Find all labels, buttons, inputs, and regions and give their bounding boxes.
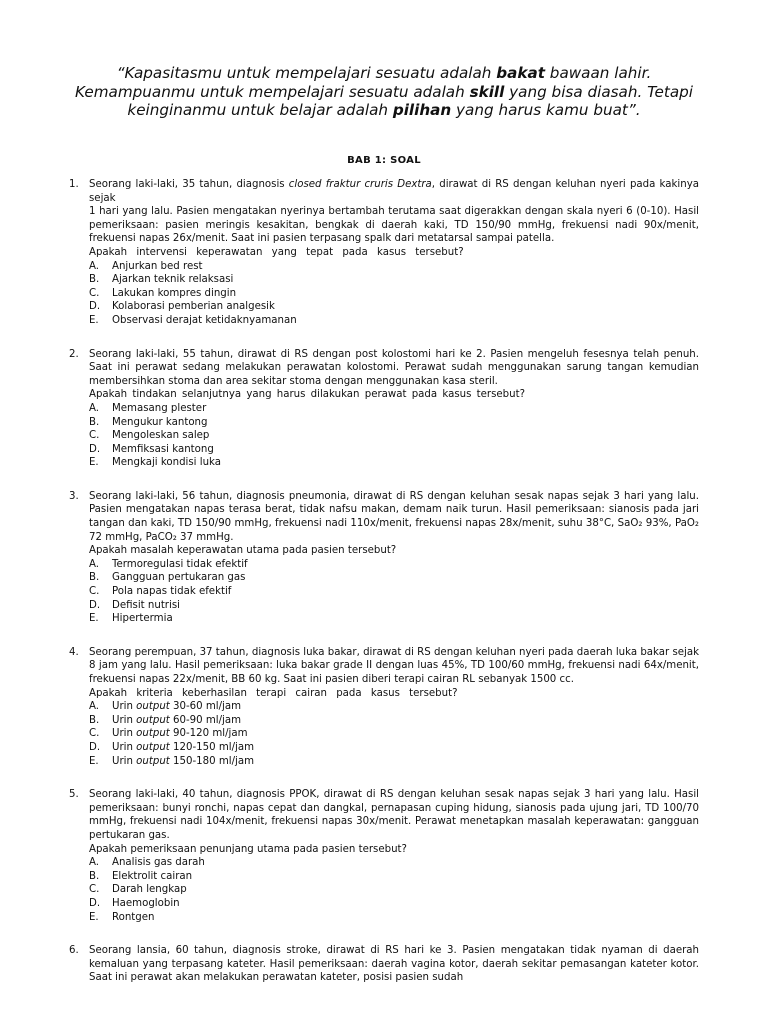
option-letter: C. (89, 728, 100, 740)
stem-italic: closed fraktur cruris Dextra (288, 179, 432, 190)
option-a[interactable] (89, 402, 699, 416)
option-text: 90-120 ml/jam (169, 728, 248, 740)
quote-text: yang harus kamu buat”. (451, 101, 641, 119)
question-number: 3. (69, 490, 79, 502)
option-letter: D. (89, 301, 101, 313)
option-e[interactable] (89, 911, 699, 925)
quote-text: bawaan lahir. Kemampuanmu untuk mempelajari sesuatu adalah (75, 64, 652, 101)
option-letter: E. (89, 613, 99, 625)
option-text: Darah lengkap (112, 884, 187, 896)
option-text: Urin (112, 701, 137, 713)
question-stem: Seorang laki-laki, 40 tahun, diagnosis PPOK, dirawat di RS dengan keluhan sesak napas sejak 3 hari yang lalu. Hasil pemeriksaan: bunyi ronchi, napas cepat dan dangkal, pernapasan cuping hidung, sianosis pada ujung jari, TD 100/70 mmHg, frekuensi nadi 104x/menit, frekuensi napas 30x/menit. Perawat menetapkan masalah keperawatan: gangguan pertukaran gas. (89, 789, 699, 841)
question-stem: Seorang laki-laki, 56 tahun, diagnosis pneumonia, dirawat di RS dengan keluhan sesak napas sejak 3 hari yang lalu. Pasien mengatakan napas terasa berat, tidak nafsu makan, demam naik turun. Hasil pemeriksaan: sianosis pada jari tangan dan kaki, TD 150/90 mmHg, frekuensi nadi 110x/menit, frekuensi napas 28x/menit, suhu 38°C, SaO₂ 93%, PaO₂ 72 mmHg, PaCO₂ 37 mmHg. (89, 490, 699, 543)
stem-line (89, 178, 699, 205)
answer-options (89, 260, 699, 328)
quote-emphasis-bakat: bakat (496, 64, 545, 82)
option-text: Memfiksasi kantong (112, 443, 214, 455)
question-stem: Seorang lansia, 60 tahun, diagnosis stroke, dirawat di RS hari ke 3. Pasien mengatakan tidak nyaman di daerah kemaluan yang terpasang kateter. Hasil pemeriksaan: daerah vagina kotor, daerah sekitar pemasangan kateter kotor. Saat ini perawat akan melakukan perawatan kateter, posisi pasien sudah (89, 945, 699, 984)
option-text: Lakukan kompres dingin (112, 287, 237, 299)
option-e[interactable] (89, 755, 699, 769)
question-number: 5. (69, 789, 79, 801)
option-letter: A. (89, 558, 100, 570)
option-a[interactable] (89, 558, 699, 572)
option-text: Mengkaji kondisi luka (112, 457, 221, 469)
option-letter: B. (89, 416, 100, 428)
option-text: Mengukur kantong (112, 416, 208, 428)
option-c[interactable] (89, 883, 699, 897)
option-a[interactable] (89, 260, 699, 274)
option-b[interactable] (89, 416, 699, 430)
option-letter: C. (89, 884, 100, 896)
quote-emphasis-skill: skill (469, 82, 505, 101)
option-letter: E. (89, 457, 99, 469)
option-letter: A. (89, 701, 100, 713)
option-text: 150-180 ml/jam (169, 755, 255, 767)
option-text: Urin (112, 728, 137, 740)
option-letter: E. (89, 755, 99, 767)
question-2 (69, 348, 699, 470)
question-4 (69, 646, 699, 768)
option-b[interactable] (89, 870, 699, 884)
option-letter: D. (89, 741, 101, 753)
option-letter: A. (89, 857, 100, 869)
option-text: 30-60 ml/jam (169, 701, 242, 713)
option-text: Urin (112, 741, 137, 753)
option-b[interactable] (89, 571, 699, 585)
quote-text: yang bisa diasah. Tetapi keinginanmu untuk belajar adalah (127, 82, 693, 119)
option-italic: output (136, 701, 170, 713)
question-prompt: Apakah pemeriksaan penunjang utama pada pasien tersebut? (89, 843, 407, 855)
question-stem (89, 178, 699, 246)
question-5 (69, 788, 699, 924)
option-text: Pola napas tidak efektif (112, 586, 232, 598)
option-d[interactable] (89, 897, 699, 911)
question-prompt: Apakah kriteria keberhasilan terapi cairan pada kasus tersebut? (89, 687, 458, 699)
option-italic: output (136, 714, 170, 726)
option-d[interactable] (89, 443, 699, 457)
chapter-heading: BAB 1: SOAL (347, 155, 421, 166)
question-1 (69, 178, 699, 328)
option-text: Observasi derajat ketidaknyamanan (112, 314, 297, 326)
option-b[interactable] (89, 273, 699, 287)
option-letter: B. (89, 870, 100, 882)
question-list (69, 178, 699, 1005)
option-text: 60-90 ml/jam (169, 714, 242, 726)
option-text: Ajarkan teknik relaksasi (112, 274, 234, 286)
option-letter: C. (89, 586, 100, 598)
option-text: Urin (112, 755, 137, 767)
question-number: 4. (69, 646, 79, 658)
answer-options (89, 856, 699, 924)
option-text: Analisis gas darah (112, 857, 205, 869)
option-a[interactable] (89, 856, 699, 870)
question-stem: Seorang perempuan, 37 tahun, diagnosis luka bakar, dirawat di RS dengan keluhan nyeri pada daerah luka bakar sejak 8 jam yang lalu. Hasil pemeriksaan: luka bakar grade II dengan luas 45%, TD 100/60 mmHg, frekuensi nadi 64x/menit, frekuensi napas 22x/menit, BB 60 kg. Saat ini pasien diberi terapi cairan RL sebanyak 1500 cc. (89, 646, 699, 685)
answer-options (89, 558, 699, 626)
option-letter: E. (89, 314, 99, 326)
option-c[interactable] (89, 585, 699, 599)
stem-text: 1 hari yang lalu. Pasien mengatakan nyerinya bertambah terutama saat digerakkan dengan skala nyeri 6 (0-10). Hasil pemeriksaan: pasien meringis kesakitan, bengkak di daerah kaki, TD 150/90 mmHg, frekuensi nadi 90x/menit, frekuensi napas 26x/menit. Saat ini pasien terpasang spalk dari metatarsal sampai patella. (89, 206, 699, 245)
stem-text: , dirawat di RS dengan keluhan nyeri pada kakinya sejak (89, 179, 699, 204)
option-c[interactable] (89, 727, 699, 741)
option-d[interactable] (89, 300, 699, 314)
question-prompt: Apakah intervensi keperawatan yang tepat pada kasus tersebut? (89, 246, 464, 258)
option-c[interactable] (89, 429, 699, 443)
option-letter: B. (89, 714, 100, 726)
question-prompt: Apakah tindakan selanjutnya yang harus dilakukan perawat pada kasus tersebut? (89, 389, 525, 401)
stem-text: Seorang laki-laki, 35 tahun, diagnosis (89, 179, 289, 190)
question-3 (69, 490, 699, 626)
option-a[interactable] (89, 700, 699, 714)
option-e[interactable] (89, 314, 699, 328)
answer-options (89, 402, 699, 470)
option-letter: D. (89, 897, 101, 909)
option-letter: A. (89, 260, 100, 272)
option-letter: B. (89, 274, 100, 286)
option-e[interactable] (89, 612, 699, 626)
option-d[interactable] (89, 741, 699, 755)
option-e[interactable] (89, 456, 699, 470)
option-letter: D. (89, 443, 101, 455)
option-italic: output (136, 755, 170, 767)
answer-options (89, 700, 699, 768)
option-letter: B. (89, 572, 100, 584)
option-italic: output (136, 728, 170, 740)
quote-emphasis-pilihan: pilihan (392, 101, 452, 119)
option-letter: C. (89, 430, 100, 442)
option-text: Anjurkan bed rest (112, 260, 203, 272)
option-text: Termoregulasi tidak efektif (112, 558, 248, 570)
question-stem: Seorang laki-laki, 55 tahun, dirawat di RS dengan post kolostomi hari ke 2. Pasien mengeluh fesesnya telah penuh. Saat ini perawat sedang melakukan perawatan kolostomi. Perawat sudah menggunakan sarung tangan kemudian membersihkan stoma dan area sekitar stoma dengan menggunakan kasa steril. (89, 348, 699, 387)
option-text: Urin (112, 714, 137, 726)
quote-text: “Kapasitasmu untuk mempelajari sesuatu adalah (116, 64, 497, 82)
option-text: Gangguan pertukaran gas (112, 572, 246, 584)
question-6 (69, 944, 699, 985)
option-text: Defisit nutrisi (112, 599, 180, 611)
option-text: Memasang plester (112, 402, 207, 414)
question-prompt: Apakah masalah keperawatan utama pada pasien tersebut? (89, 545, 397, 557)
option-text: Kolaborasi pemberian analgesik (112, 301, 275, 313)
option-text: Elektrolit cairan (112, 870, 193, 882)
option-text: Mengoleskan salep (112, 430, 210, 442)
option-b[interactable] (89, 714, 699, 728)
option-text: Hipertermia (112, 613, 173, 625)
question-number: 1. (69, 179, 79, 190)
option-letter: D. (89, 599, 101, 611)
option-text: Haemoglobin (112, 897, 180, 909)
option-text: Rontgen (112, 911, 155, 923)
option-letter: C. (89, 287, 100, 299)
option-letter: A. (89, 402, 100, 414)
option-d[interactable] (89, 599, 699, 613)
motivational-quote (60, 64, 708, 120)
question-number: 2. (69, 348, 79, 360)
option-c[interactable] (89, 287, 699, 301)
question-number: 6. (69, 945, 79, 957)
option-letter: E. (89, 911, 99, 923)
option-text: 120-150 ml/jam (169, 741, 255, 753)
option-italic: output (136, 741, 170, 753)
